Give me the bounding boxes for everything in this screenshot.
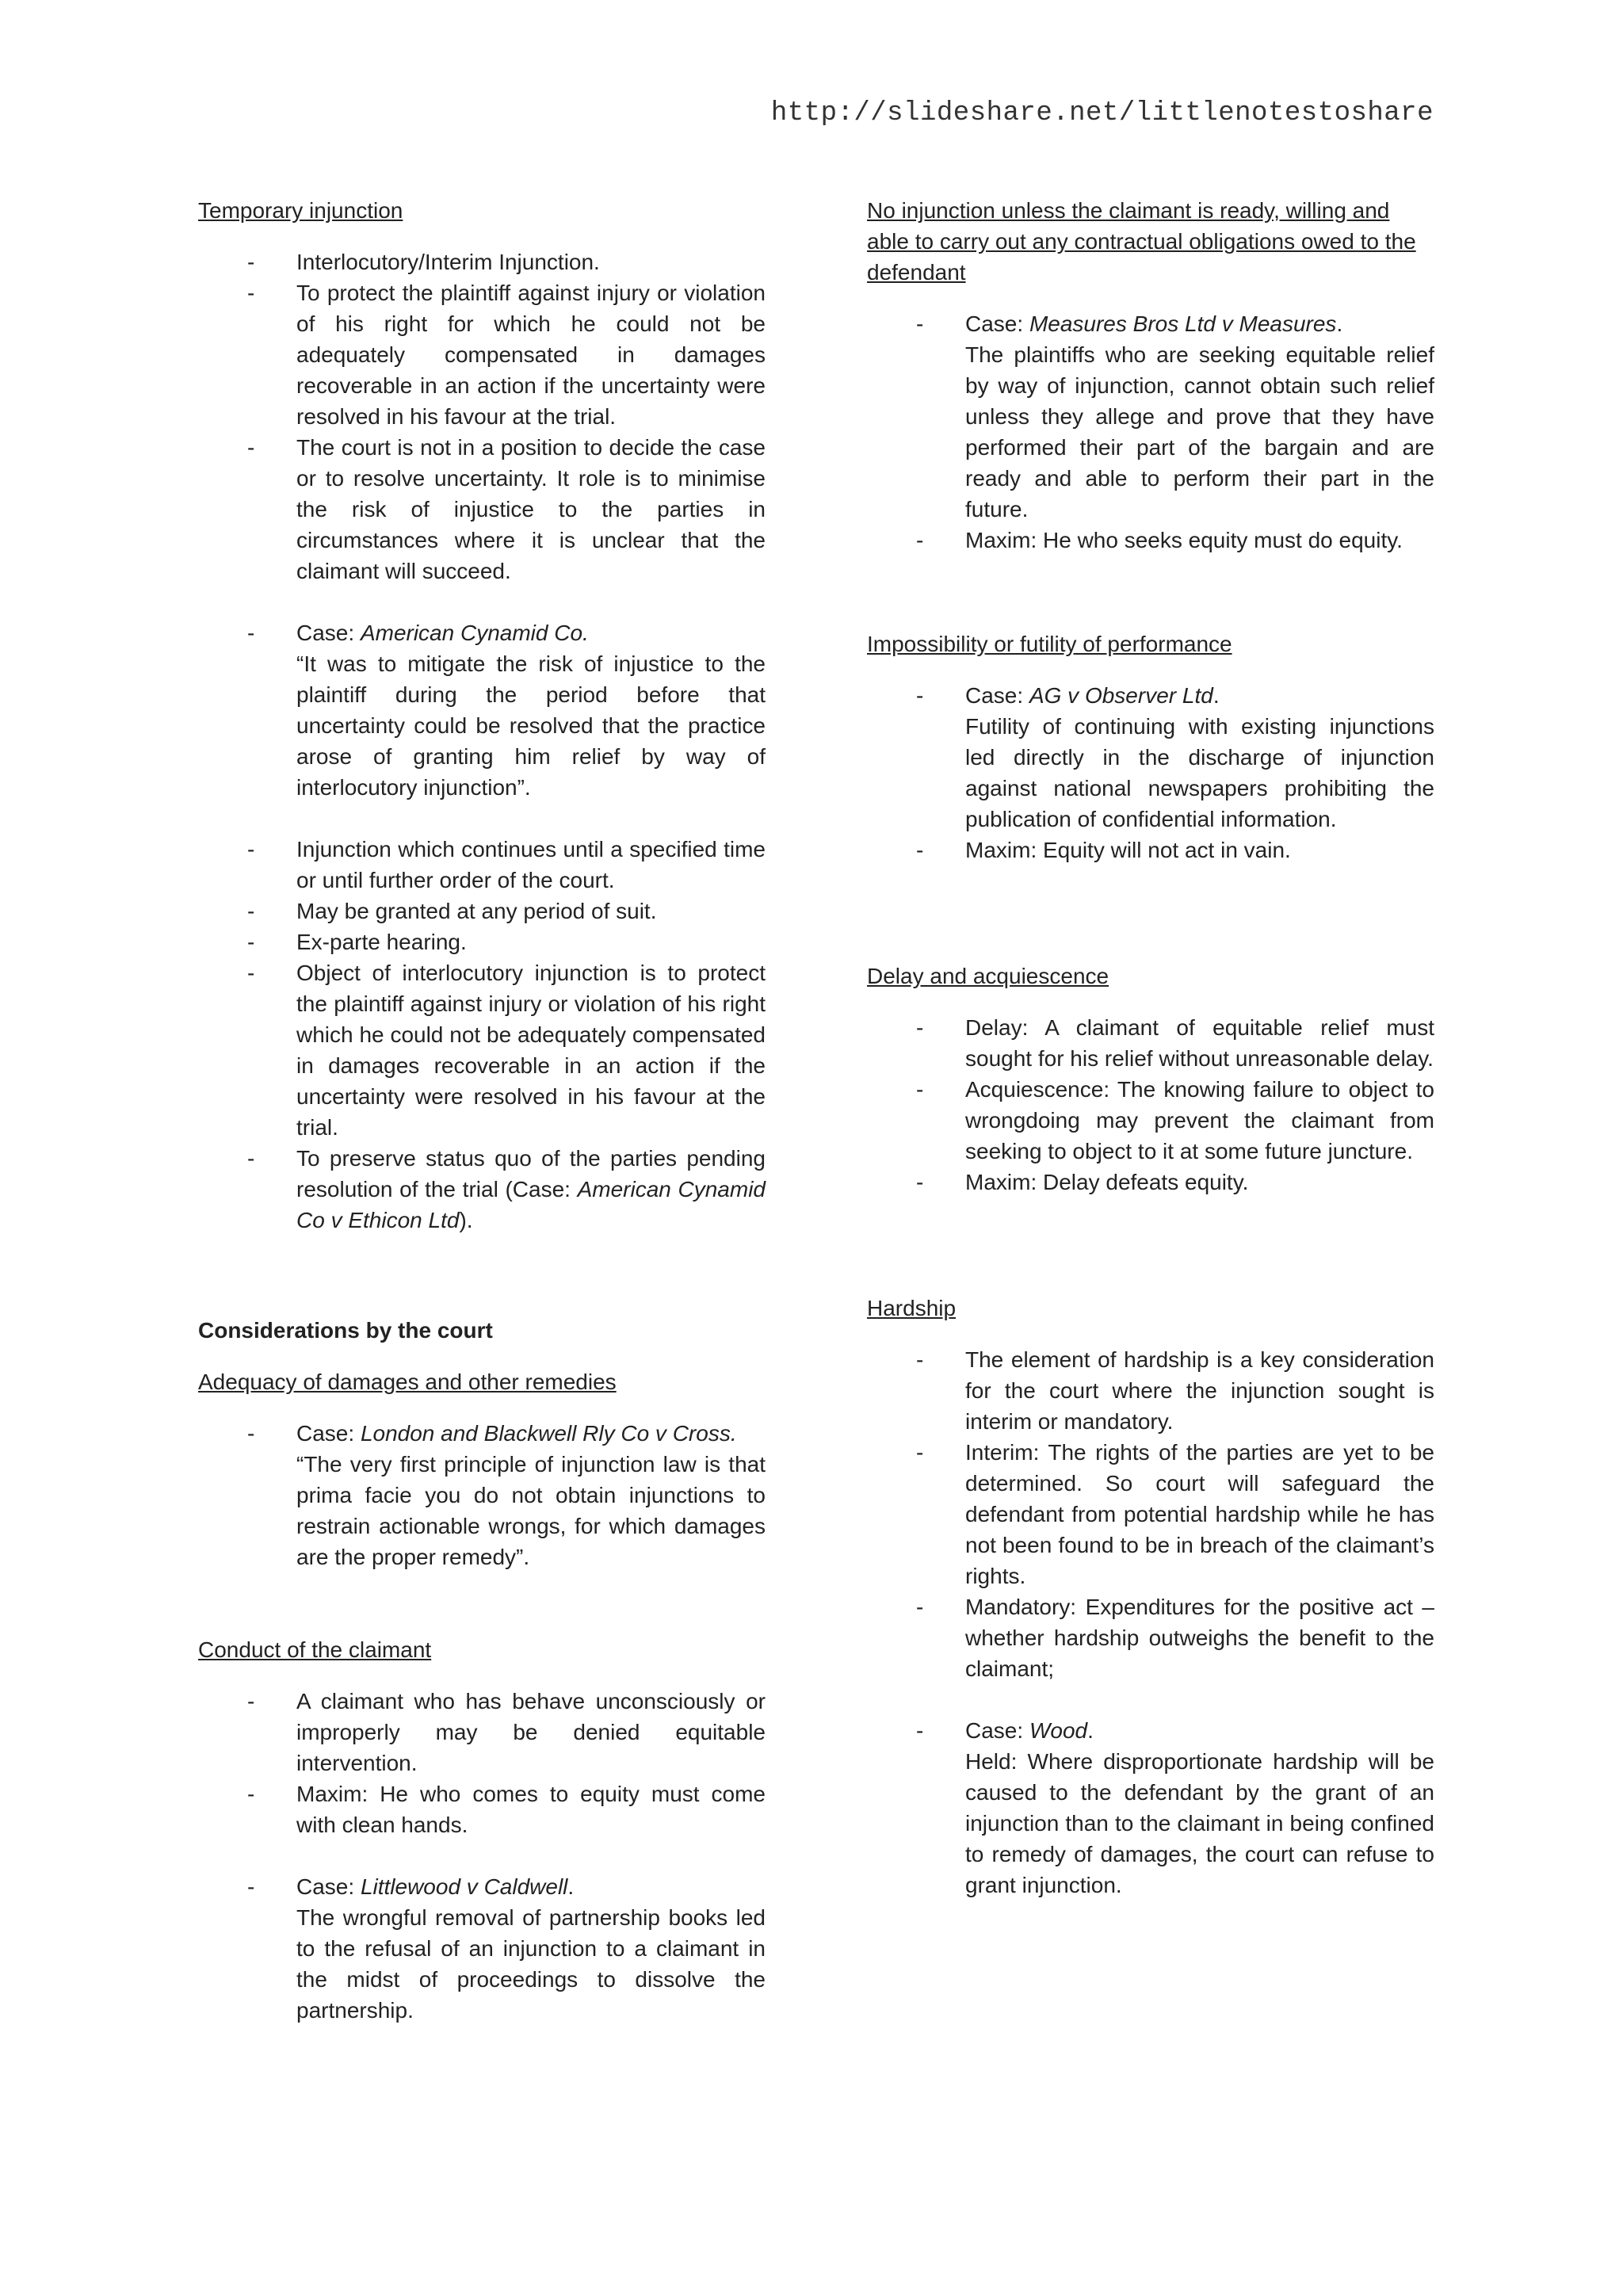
case-name: American Cynamid Co. (360, 621, 589, 645)
right-column (867, 195, 1434, 1901)
list-item: - Delay: A claimant of equitable relief must sought for his relief without unreasonable delay. (867, 1012, 1434, 1074)
case-quote: “The very first principle of injunction law is that prima facie you do not obtain injunctions to restrain actionable wrongs, for which damages are the proper remedy”. (296, 1452, 766, 1569)
list-item: - Maxim: Delay defeats equity. (867, 1167, 1434, 1198)
temporary-injunction-list (198, 246, 766, 1236)
list-item: - Mandatory: Expenditures for the positive act – whether hardship outweighs the benefit to the claimant; (867, 1591, 1434, 1684)
heading-conduct: Conduct of the claimant (198, 1637, 432, 1662)
case-prefix: Case: (296, 1421, 361, 1446)
case-name: AG v Observer Ltd (1029, 683, 1213, 708)
case-name: Littlewood v Caldwell (360, 1874, 568, 1899)
case-prefix: Case: (296, 621, 361, 645)
delay-list (867, 1012, 1434, 1198)
list-item-case (198, 1418, 766, 1572)
list-item: - A claimant who has behave unconsciously or improperly may be denied equitable intervention. (198, 1686, 766, 1778)
hardship-list (867, 1344, 1434, 1901)
case-name: Wood (1029, 1718, 1088, 1743)
heading-hardship: Hardship (867, 1296, 957, 1320)
list-item: - The element of hardship is a key consideration for the court where the injunction sought is interim or mandatory. (867, 1344, 1434, 1437)
case-suffix: . (1212, 683, 1220, 708)
case-name: Measures Bros Ltd v Measures (1029, 311, 1337, 336)
case-body: Held: Where disproportionate hardship will be caused to the defendant by the grant of an injunction than to the claimant in being confined to remedy of damages, the court can refuse to grant injunction. (965, 1749, 1434, 1897)
case-name: American Cynamid Co v Ethicon Ltd (296, 1177, 766, 1232)
list-item: - Maxim: He who comes to equity must come with clean hands. (198, 1778, 766, 1840)
list-item (198, 1143, 766, 1236)
list-item: - Object of interlocutory injunction is to protect the plaintiff against injury or violation of his right which he could not be adequately compensated in damages recoverable in an action if the uncertainty were resolved in his favour at the trial. (198, 957, 766, 1143)
case-body: The wrongful removal of partnership books led to the refusal of an injunction to a claimant in the midst of proceedings to dissolve the partnership. (296, 1905, 766, 2023)
text-prefix: To preserve status quo of the parties pending resolution of the trial (Case: (296, 1146, 766, 1201)
list-item: - The court is not in a position to decide the case or to resolve uncertainty. It role is to minimise the risk of injustice to the parties in circumstances where it is unclear that the claimant will succeed. (198, 432, 766, 586)
adequacy-list (198, 1418, 766, 1572)
list-item-case (867, 308, 1434, 525)
header-url: http://slideshare.net/littlenotestoshare (770, 98, 1434, 128)
ready-list (867, 308, 1434, 556)
list-item-case (867, 1715, 1434, 1901)
case-body: Futility of continuing with existing injunctions led directly in the discharge of injunction against national newspapers prohibiting the publication of confidential information. (965, 714, 1434, 831)
list-item: - To protect the plaintiff against injury or violation of his right for which he could not be adequately compensated in damages recoverable in an action if the uncertainty were resolved in his favour at the trial. (198, 277, 766, 432)
impossibility-list (867, 680, 1434, 865)
case-suffix: . (1087, 1718, 1094, 1743)
case-quote: “It was to mitigate the risk of injustice to the plaintiff during the period before that uncertainty could be resolved that the practice arose of granting him relief by way of interlocutory injunction”. (296, 651, 766, 800)
list-item: - Acquiescence: The knowing failure to object to wrongdoing may prevent the claimant from seeking to object to it at some future juncture. (867, 1074, 1434, 1167)
list-item: - Ex-parte hearing. (198, 926, 766, 957)
list-item: - Interim: The rights of the parties are yet to be determined. So court will safeguard the defendant from potential hardship while he has not been found to be in breach of the claimant’s rights. (867, 1437, 1434, 1591)
case-suffix: . (567, 1874, 575, 1899)
heading-delay: Delay and acquiescence (867, 964, 1109, 988)
case-prefix: Case: (965, 311, 1029, 336)
list-item: - Maxim: He who seeks equity must do equity. (867, 525, 1434, 556)
list-item: - Maxim: Equity will not act in vain. (867, 835, 1434, 865)
list-item: - May be granted at any period of suit. (198, 896, 766, 926)
case-prefix: Case: (965, 1718, 1029, 1743)
conduct-list (198, 1686, 766, 2026)
heading-adequacy: Adequacy of damages and other remedies (198, 1370, 617, 1394)
heading-impossibility: Impossibility or futility of performance (867, 632, 1232, 656)
case-body: The plaintiffs who are seeking equitable relief by way of injunction, cannot obtain such relief unless they allege and prove that they have performed their part of the bargain and are ready and able to perform their part in the future. (965, 342, 1434, 521)
list-item: - Injunction which continues until a specified time or until further order of the court. (198, 834, 766, 896)
list-item-case (198, 1871, 766, 2026)
case-prefix: Case: (965, 683, 1029, 708)
case-name: London and Blackwell Rly Co v Cross. (360, 1421, 737, 1446)
left-column (198, 195, 766, 2026)
case-suffix: . (1336, 311, 1343, 336)
heading-temporary-injunction: Temporary injunction (198, 198, 403, 223)
heading-considerations: Considerations by the court (198, 1318, 493, 1343)
list-item-case (198, 617, 766, 803)
text-suffix: ). (459, 1208, 473, 1232)
case-prefix: Case: (296, 1874, 361, 1899)
list-item-case (867, 680, 1434, 835)
heading-ready-willing: No injunction unless the claimant is ready, willing and able to carry out any contractual obligations owed to the defendant (867, 198, 1416, 285)
list-item: - Interlocutory/Interim Injunction. (198, 246, 766, 277)
